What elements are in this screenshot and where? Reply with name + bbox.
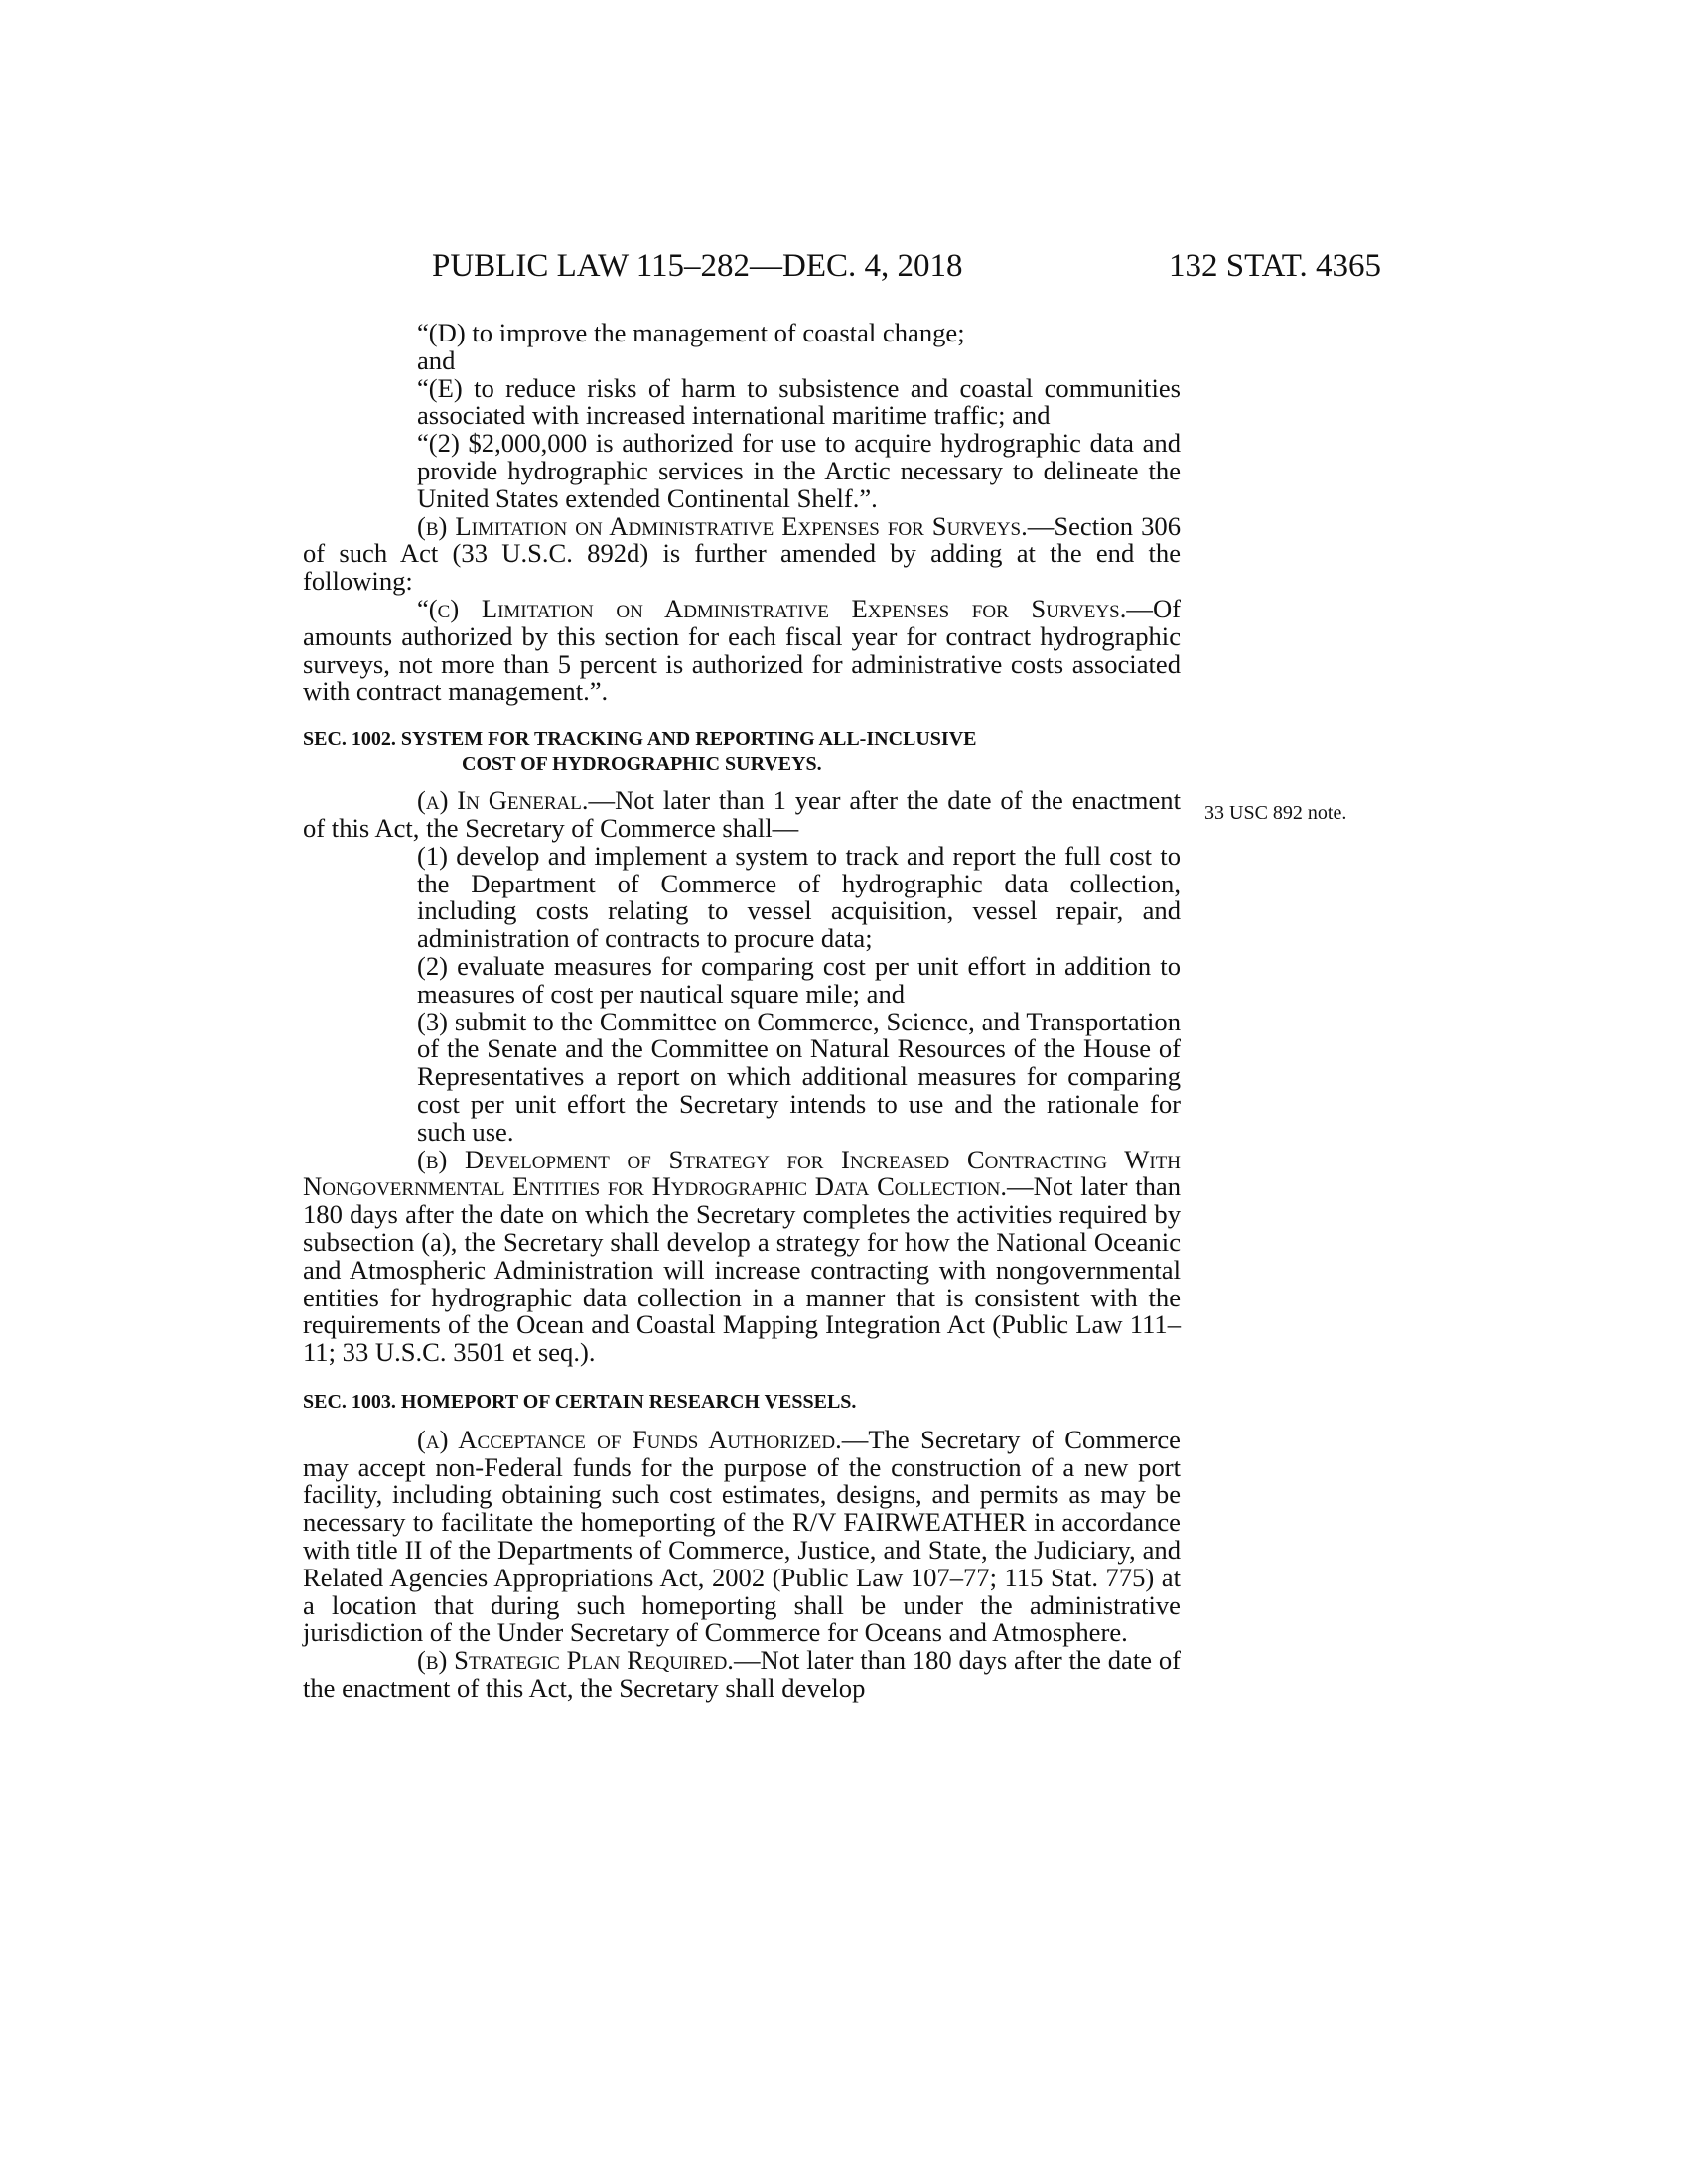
paragraph-c-text: Of amounts authorized by this section for each fiscal year for contract hydrographic surveys, not more than 5 percent is authorized for administrative costs associated with contract management.”. — [303, 593, 1181, 707]
paragraph-a-text: Not later than 1 year after the date of the enactment of this Act, the Secretary of Commerce shall— — [303, 785, 1181, 843]
paragraph-d-cont: and — [417, 344, 456, 375]
section-1002-heading-line2: COST OF HYDROGRAPHIC SURVEYS. — [462, 753, 822, 776]
paragraph-b-strategy-text: Not later than 180 days after the date on which the Secretary completes the activities required by subsection (a), the Secretary shall develop a strategy for how the National Oceanic and Atmospheric Administration will increase contracting with nongovernmental entities for hydrographic data collection in a manner that is consistent with the requirements of the Ocean and Coastal Mapping Integration Act (Public Law 111–11; 33 U.S.C. 3501 et seq.). — [303, 1171, 1181, 1368]
margin-note: 33 USC 892 note. — [1204, 802, 1347, 824]
paragraph-b-strategic-plan-text: Not later than 180 days after the date of the enactment of this Act, the Secretary shall develop — [303, 1645, 1181, 1704]
paragraph-a-acceptance-text: The Secretary of Commerce may accept non-Federal funds for the purpose of the construction of a new port facility, including obtaining such cost estimates, designs, and permits as may be necessary to facilitate the homeporting of the R/V FAIRWEATHER in accordance with title II of the Departments of Commerce, Justice, and State, the Judiciary, and Related Agencies Appropriations Act, 2002 (Public Law 107–77; 115 Stat. 775) at a location that during such homeporting shall be under the administrative jurisdiction of the Under Secretary of Commerce for Oceans and Atmosphere. — [303, 1424, 1181, 1648]
paragraph-b-strategy-heading: (b) Development of Strategy for Increased Contracting With Nongovernmental Entities for Hydrographic Data Collection.— — [303, 1144, 1181, 1202]
paragraph-c-heading: “(c) Limitation on Administrative Expenses for Surveys.— — [417, 593, 1153, 623]
paragraph-a-acceptance-heading: (a) Acceptance of Funds Authorized.— — [417, 1424, 869, 1454]
paragraph-a-acceptance — [303, 1424, 1181, 1648]
section-1002-heading — [303, 726, 1181, 777]
paragraph-b-strategic-plan — [303, 1647, 1181, 1703]
paragraph-1-develop: (1) develop and implement a system to track and report the full cost to the Department of Commerce of hydrographic data collection, including costs relating to vessel acquisition, vessel repair, and administration of contracts to procure data; — [417, 840, 1181, 954]
running-header — [303, 248, 1381, 288]
paragraph-2-evaluate: (2) evaluate measures for comparing cost per unit effort in addition to measures of cost per nautical square mile; and — [417, 950, 1181, 1009]
section-1003-heading: SEC. 1003. HOMEPORT OF CERTAIN RESEARCH VESSELS. — [303, 1390, 857, 1413]
document-body — [303, 320, 1181, 1703]
paragraph-a-heading: (a) In General.— — [417, 785, 616, 816]
header-stat-citation: 132 STAT. 4365 — [1168, 248, 1381, 284]
paragraph-b-limitation — [303, 510, 1181, 597]
paragraph-3-submit: (3) submit to the Committee on Commerce, Science, and Transportation of the Senate and the Committee on Natural Resources of the House of Representatives a report on which additional measures for comparing cost per unit effort the Secretary intends to use and the rationale for such use. — [417, 1006, 1181, 1147]
paragraph-b-text: Section 306 of such Act (33 U.S.C. 892d) is further amended by adding at the end the following: — [303, 510, 1181, 597]
paragraph-b-heading: (b) Limitation on Administrative Expenses for Surveys.— — [417, 510, 1055, 541]
paragraph-b-strategic-plan-heading: (b) Strategic Plan Required.— — [417, 1645, 761, 1676]
paragraph-d: “(D) to improve the management of coastal change; — [417, 318, 965, 347]
paragraph-2: “(2) $2,000,000 is authorized for use to acquire hydrographic data and provide hydrographic services in the Arctic necessary to delineate the United States extended Continental Shelf.”. — [417, 428, 1181, 513]
paragraph-c-limitation — [303, 593, 1181, 707]
paragraph-b-strategy — [303, 1144, 1181, 1368]
paragraph-e: “(E) to reduce risks of harm to subsistence and coastal communities associated with increased international maritime traffic; and — [417, 372, 1181, 431]
header-title: PUBLIC LAW 115–282—DEC. 4, 2018 — [432, 248, 963, 284]
section-1002-heading-line1: SEC. 1002. SYSTEM FOR TRACKING AND REPORTING ALL-INCLUSIVE — [303, 728, 977, 751]
paragraph-a-in-general — [303, 787, 1181, 843]
